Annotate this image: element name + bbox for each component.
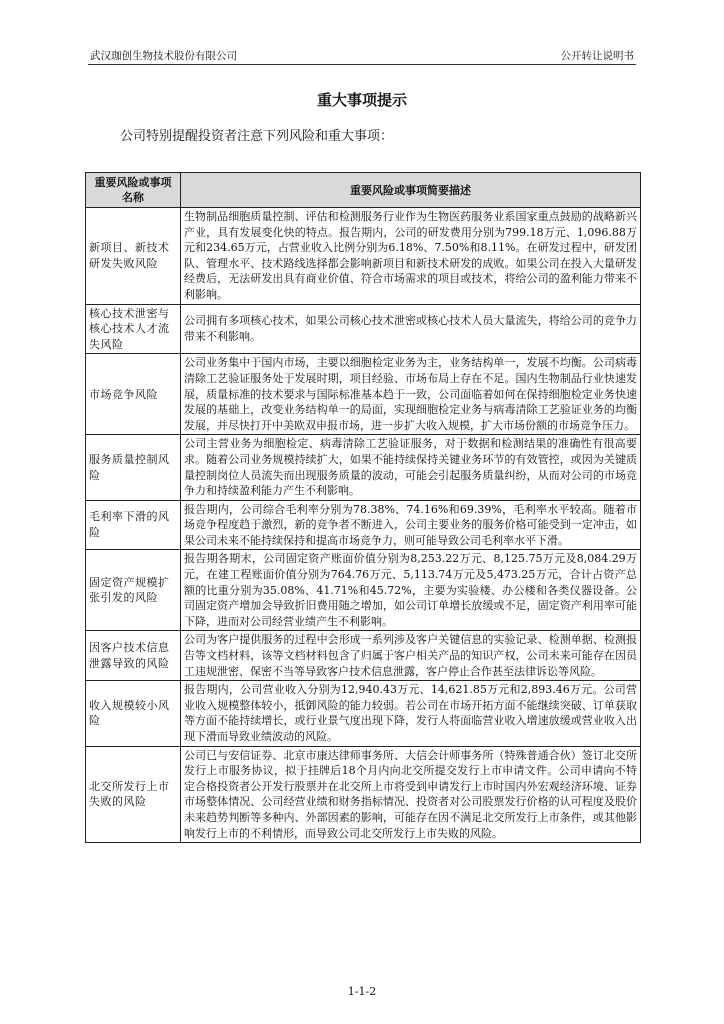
- table-row: [86, 746, 641, 843]
- risk-name: 固定资产规模扩张引发的风险: [86, 550, 181, 631]
- table-row: [86, 304, 641, 354]
- header-risk-name: 重要风险或事项名称: [86, 173, 181, 208]
- table-row: [86, 550, 641, 631]
- risk-name: 核心技术泄密与核心技术人才流失风险: [86, 304, 181, 354]
- risk-name: 新项目、新技术研发失败风险: [86, 208, 181, 305]
- table-row: [86, 435, 641, 500]
- risk-description: 报告期各期末，公司固定资产账面价值分别为8,253.22万元、8,125.75万元及8,084.29万元，在建工程账面价值分别为764.76万元、5,113.74万元及5,473.25万元，合计占资产总额的比重分别为35.08%、41.71%和45.72%，主要为实验楼、办公楼和各类仪器设备。公司固定资产增加会导致折旧费用随之增加，如公司订单增长放缓或不足，固定资产利用率可能下降，进而对公司经营业绩产生不利影响。: [181, 550, 641, 631]
- table-row: [86, 500, 641, 550]
- page-header: [88, 50, 636, 65]
- risk-description: 报告期内，公司综合毛利率分别为78.38%、74.16%和69.39%，毛利率水平较高。随着市场竞争程度趋于激烈，新的竞争者不断进入，公司主要业务的服务价格可能受到一定冲击，如果公司未来不能持续保持和提高市场竞争力，则可能导致公司毛利率水平下滑。: [181, 500, 641, 550]
- table-row: [86, 208, 641, 305]
- risk-description: 公司已与安信证券、北京市康达律师事务所、大信会计师事务所（特殊普通合伙）签订北交所发行上市服务协议，拟于挂牌后18个月内向北交所提交发行上市申请文件。公司申请向不特定合格投资者公开发行股票并在北交所上市将受到申请发行上市时国内外宏观经济环境、证券市场整体情况、公司经营业绩和财务指标情况、投资者对公司股票发行价格的认可程度及股价未来趋势判断等多种内、外部因素的影响，可能存在因不满足北交所发行上市条件，或其他影响发行上市的不利情形，而导致公司北交所发行上市失败的风险。: [181, 746, 641, 843]
- page-number: 1-1-2: [347, 985, 377, 998]
- table-header-row: [86, 173, 641, 208]
- risk-name: 收入规模较小风险: [86, 681, 181, 746]
- risk-description: 报告期内，公司营业收入分别为12,940.43万元、14,621.85万元和2,893.46万元。公司营业收入规模整体较小，抵御风险的能力较弱。若公司在市场开拓方面不能继续突破、订单获取等方面不能持续增长，或行业景气度出现下降，发行人将面临营业收入增速放缓或营业收入出现下滑而导致业绩波动的风险。: [181, 681, 641, 746]
- document-type: 公开转让说明书: [560, 50, 634, 62]
- risk-description: 公司业务集中于国内市场，主要以细胞检定业务为主，业务结构单一，发展不均衡。公司病毒清除工艺验证服务处于发展时期，项目经验、市场布局上存在不足。国内生物制品行业快速发展，质量标准的技术要求与国际标准基本趋于一致，公司面临着如何在保持细胞检定业务快速发展的基础上，改变业务结构单一的局面，实现细胞检定业务与病毒清除工艺验证业务的均衡发展，并尽快打开中美欧双申报市场，进一步扩大收入规模，扩大市场份额的市场竞争压力。: [181, 354, 641, 435]
- risk-table: [85, 172, 641, 843]
- risk-name: 北交所发行上市失败的风险: [86, 746, 181, 843]
- risk-description: 公司拥有多项核心技术，如果公司核心技术泄密或核心技术人员大量流失，将给公司的竞争力带来不利影响。: [181, 304, 641, 354]
- risk-name: 服务质量控制风险: [86, 435, 181, 500]
- risk-name: 市场竞争风险: [86, 354, 181, 435]
- intro-paragraph: 公司特别提醒投资者注意下列风险和重大事项：: [120, 129, 394, 144]
- risk-name: 因客户技术信息泄露导致的风险: [86, 631, 181, 681]
- risk-description: 公司主营业务为细胞检定、病毒清除工艺验证服务，对于数据和检测结果的准确性有很高要求。随着公司业务规模持续扩大，如果不能持续保持关键业务环节的有效管控，或因为关键质量控制岗位人员流失而出现服务质量的波动，可能会引起服务质量纠纷，从而对公司的市场竞争力和持续盈利能力产生不利影响。: [181, 435, 641, 500]
- page-title: 重大事项提示: [316, 91, 407, 109]
- company-name: 武汉珈创生物技术股份有限公司: [90, 50, 237, 62]
- table-row: [86, 631, 641, 681]
- risk-name: 毛利率下滑的风险: [86, 500, 181, 550]
- table-row: [86, 681, 641, 746]
- risk-description: 公司为客户提供服务的过程中会形成一系列涉及客户关键信息的实验记录、检测单据、检测报告等文档材料，该等文档材料包含了归属于客户相关产品的知识产权，公司未来可能存在因员工违规泄密、保密不当等导致客户技术信息泄露，客户停止合作甚至法律诉讼等风险。: [181, 631, 641, 681]
- table-row: [86, 354, 641, 435]
- header-risk-description: 重要风险或事项简要描述: [181, 173, 641, 208]
- risk-description: 生物制品细胞质量控制、评估和检测服务行业作为生物医药服务业系国家重点鼓励的战略新兴产业，具有发展变化快的特点。报告期内，公司的研发费用分别为799.18万元、1,096.88万元和234.65万元，占营业收入比例分别为6.18%、7.50%和8.11%。在研发过程中，研发团队、管理水平、技术路线选择都会影响新项目和新技术研发的成败。如果公司在投入大量研发经费后，无法研发出具有商业价值、符合市场需求的项目或技术，将给公司的盈利能力带来不利影响。: [181, 208, 641, 305]
